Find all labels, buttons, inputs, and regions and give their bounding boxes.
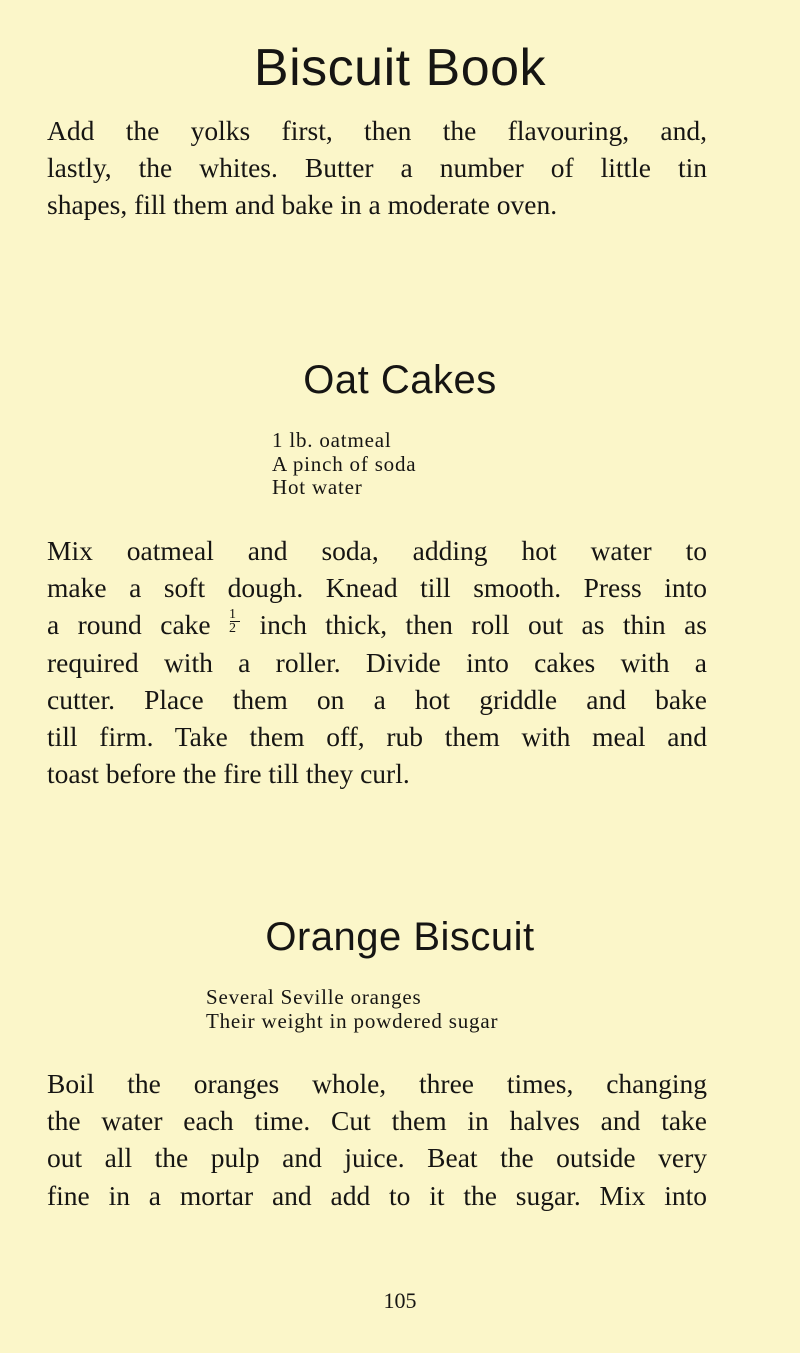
orange-biscuit-method xyxy=(47,1065,707,1214)
ingredient-item: A pinch of soda xyxy=(272,451,417,476)
line-text-after-fraction: inch thick, then roll out as thin as xyxy=(259,609,708,641)
orange-biscuit-ingredients xyxy=(206,986,498,1033)
ingredient-item: Several Seville oranges xyxy=(206,985,422,1009)
ingredient-item: Their weight in powdered sugar xyxy=(206,1008,499,1033)
running-header: Biscuit Book xyxy=(253,39,547,97)
paragraph-line: required with a roller. Divide into cakes with a xyxy=(47,646,707,678)
fraction-one-half xyxy=(229,608,241,635)
ingredient-item: Hot water xyxy=(272,475,363,499)
ingredient-item: 1 lb. oatmeal xyxy=(272,428,392,452)
paragraph-line: cutter. Place them on a hot griddle and bake xyxy=(47,683,707,715)
paragraph-line: fine in a mortar and add to it the sugar. Mix into xyxy=(47,1179,707,1211)
fraction-denominator: 2 xyxy=(229,621,237,637)
paragraph-line: out all the pulp and juice. Beat the outside very xyxy=(47,1142,707,1174)
oat-cakes-heading: Oat Cakes xyxy=(303,358,497,402)
paragraph-line: Mix oatmeal and soda, adding hot water to xyxy=(47,535,707,566)
paragraph-line: shapes, fill them and bake in a moderate oven. xyxy=(47,189,558,221)
orange-biscuit-heading: Orange Biscuit xyxy=(265,915,535,959)
paragraph-line: lastly, the whites. Butter a number of little tin xyxy=(47,152,707,184)
oat-cakes-method xyxy=(47,532,707,792)
intro-paragraph xyxy=(47,112,707,224)
paragraph-line: the water each time. Cut them in halves and take xyxy=(47,1105,707,1137)
paragraph-line: Boil the oranges whole, three times, changing xyxy=(47,1068,707,1099)
page-number: 105 xyxy=(383,1288,417,1313)
oat-cakes-ingredients xyxy=(272,429,416,500)
paragraph-line-with-fraction xyxy=(47,606,707,643)
paragraph-line: Add the yolks first, then the flavouring, and, xyxy=(47,115,707,146)
line-text-before-fraction: a round cake xyxy=(47,609,211,641)
paragraph-line: till firm. Take them off, rub them with meal and xyxy=(47,721,707,753)
paragraph-line: toast before the fire till they curl. xyxy=(47,758,410,790)
fraction-numerator: 1 xyxy=(229,607,237,623)
paragraph-line: make a soft dough. Knead till smooth. Press into xyxy=(47,572,707,604)
